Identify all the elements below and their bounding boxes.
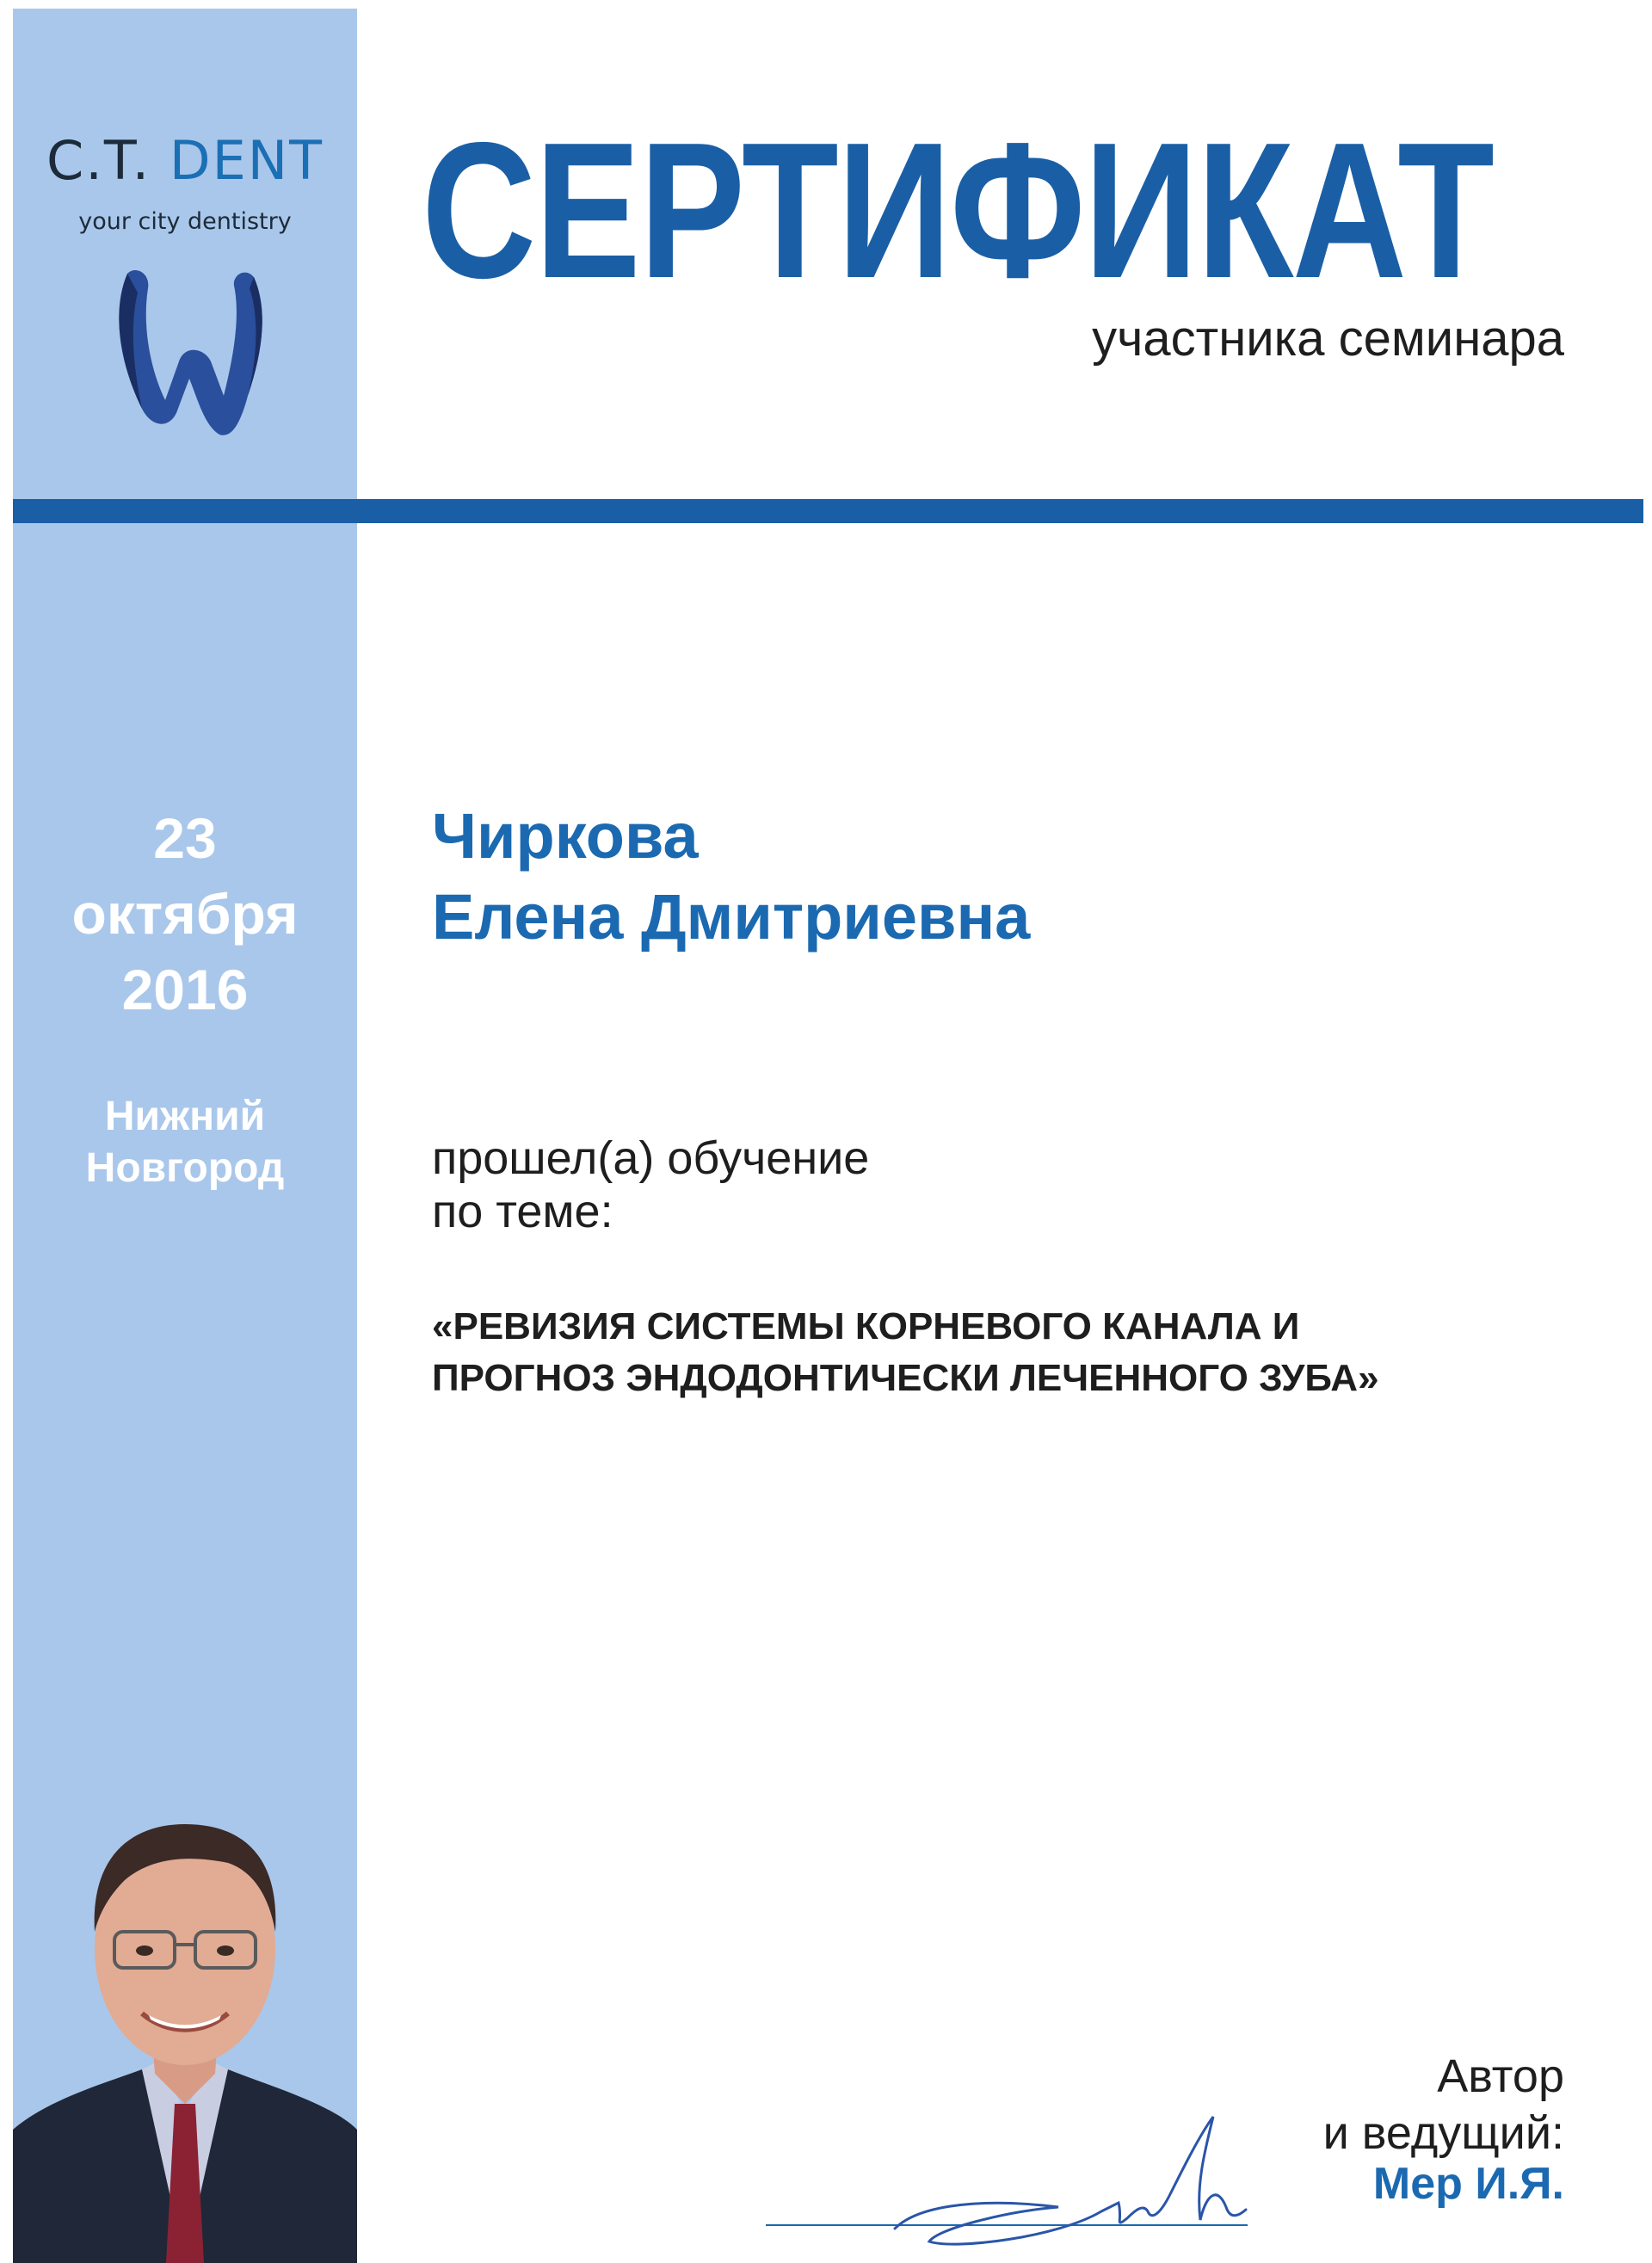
topic-line2: ПРОГНОЗ ЭНДОДОНТИЧЕСКИ ЛЕЧЕННОГО ЗУБА» xyxy=(432,1357,1379,1399)
certificate-title: СЕРТИФИКАТ xyxy=(422,102,1494,318)
completion-statement xyxy=(432,1132,869,1238)
handwritten-signature xyxy=(886,2100,1248,2254)
logo-brand-suffix: DENT xyxy=(169,129,324,192)
logo-tagline: your city dentistry xyxy=(78,208,292,235)
event-city-line2: Новгород xyxy=(85,1145,285,1191)
seminar-topic xyxy=(432,1301,1619,1404)
completion-line1: прошел(а) обучение xyxy=(432,1132,870,1184)
event-date-year: 2016 xyxy=(121,958,249,1021)
event-date-month: октября xyxy=(71,882,299,946)
presenter-portrait xyxy=(13,1760,357,2263)
completion-line2: по теме: xyxy=(432,1186,613,1237)
author-label-line1: Автор xyxy=(1437,2050,1564,2102)
participant-first-names: Елена Дмитриевна xyxy=(432,881,1031,953)
author-name: Мер И.Я. xyxy=(1372,2159,1564,2209)
event-date xyxy=(13,800,357,1027)
author-label-line2: и ведущий: xyxy=(1322,2107,1564,2159)
logo-brand-prefix: C.T. xyxy=(46,129,151,192)
header-divider xyxy=(13,499,1643,523)
event-city-line1: Нижний xyxy=(104,1094,266,1139)
participant-last-name: Чиркова xyxy=(432,800,699,872)
certificate-subtitle: участника семинара xyxy=(1092,311,1564,367)
author-label xyxy=(1323,2048,1564,2161)
event-date-day: 23 xyxy=(153,806,217,870)
participant-name xyxy=(432,796,1030,958)
tooth-logo-icon xyxy=(103,258,275,447)
logo-wordmark xyxy=(13,129,357,192)
event-city xyxy=(13,1091,357,1194)
topic-line1: «РЕВИЗИЯ СИСТЕМЫ КОРНЕВОГО КАНАЛА И xyxy=(432,1305,1300,1347)
